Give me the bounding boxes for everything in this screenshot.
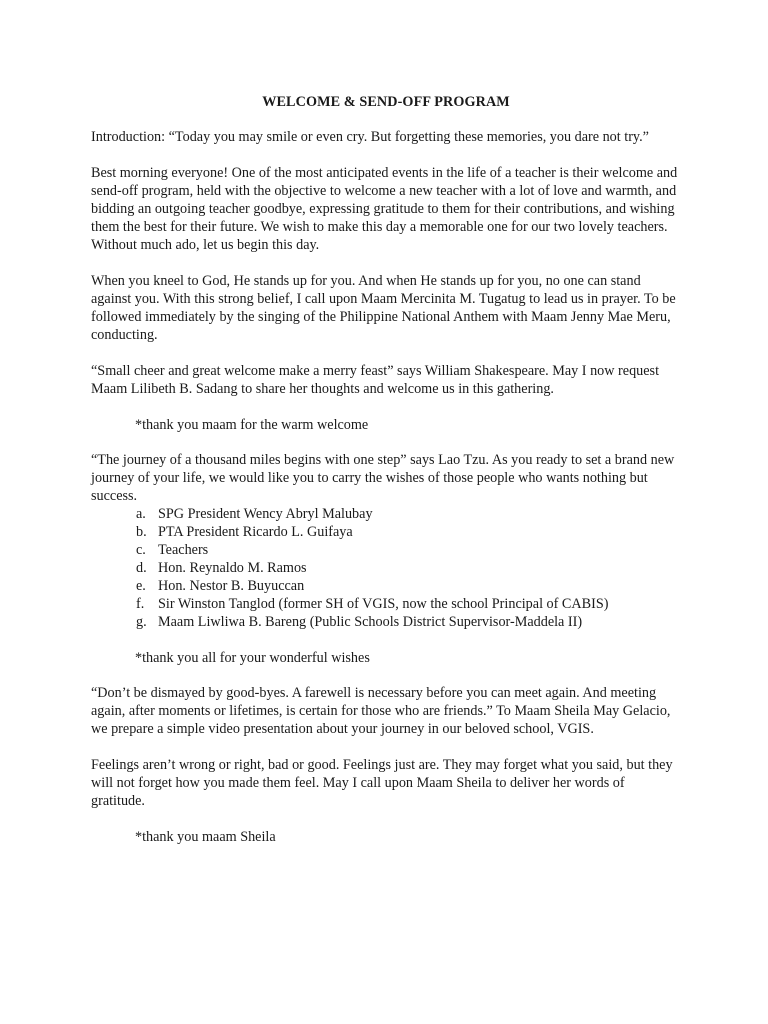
list-marker: b. bbox=[136, 524, 147, 540]
list-item bbox=[91, 523, 681, 541]
prayer-paragraph: When you kneel to God, He stands up for you. And when He stands up for you, no one can stand against you. With this strong belief, I call upon Maam Mercinita M. Tugatug to lead us in prayer. To be followed immediately by the singing of the Philippine National Anthem with Maam Jenny Mae Meru, conducting. bbox=[91, 273, 676, 343]
thank-you-note-wishes: *thank you all for your wonderful wishes bbox=[135, 650, 370, 666]
feelings-paragraph: Feelings aren’t wrong or right, bad or good. Feelings just are. They may forget what you said, but they will not forget how you made them feel. May I call upon Maam Sheila to deliver her words of gratitude. bbox=[91, 757, 673, 809]
journey-paragraph: “The journey of a thousand miles begins with one step” says Lao Tzu. As you ready to set a brand new journey of your life, we would like you to carry the wishes of those people who wants nothing but success. bbox=[91, 452, 675, 504]
list-marker: a. bbox=[136, 506, 146, 522]
farewell-paragraph: “Don’t be dismayed by good-byes. A farewell is necessary before you can meet again. And meeting again, after moments or lifetimes, is certain for those who are friends.” To Maam Sheila May Gelacio, we prepare a simple video presentation about your journey in our beloved school, VGIS. bbox=[91, 685, 671, 737]
opening-paragraph: Best morning everyone! One of the most anticipated events in the life of a teacher is their welcome and send-off program, held with the objective to welcome a new teacher with a lot of love and warmth, and bidding an outgoing teacher goodbye, expressing gratitude to them for their contributions, and wishing them the best for their future. We wish to make this day a memorable one for our two lovely teachers. Without much ado, let us begin this day. bbox=[91, 165, 678, 253]
list-item-text: Teachers bbox=[158, 542, 209, 558]
list-item bbox=[91, 541, 681, 559]
list-marker: g. bbox=[136, 614, 147, 630]
list-item bbox=[91, 613, 681, 631]
list-item bbox=[91, 559, 681, 577]
list-item-text: Maam Liwliwa B. Bareng (Public Schools District Supervisor-Maddela II) bbox=[158, 614, 583, 630]
wishes-list bbox=[91, 505, 681, 631]
document-page bbox=[91, 93, 681, 863]
list-marker: c. bbox=[136, 542, 146, 558]
thank-you-note-welcome: *thank you maam for the warm welcome bbox=[135, 417, 369, 433]
list-item-text: Sir Winston Tanglod (former SH of VGIS, now the school Principal of CABIS) bbox=[158, 596, 609, 612]
list-item-text: PTA President Ricardo L. Guifaya bbox=[158, 524, 353, 540]
document-title: WELCOME & SEND-OFF PROGRAM bbox=[262, 94, 510, 110]
list-marker: d. bbox=[136, 560, 147, 576]
list-item-text: Hon. Nestor B. Buyuccan bbox=[158, 578, 305, 594]
list-marker: f. bbox=[136, 596, 145, 612]
list-item bbox=[91, 577, 681, 595]
thank-you-note-sheila: *thank you maam Sheila bbox=[135, 829, 276, 845]
list-marker: e. bbox=[136, 578, 146, 594]
list-item bbox=[91, 595, 681, 613]
welcome-paragraph: “Small cheer and great welcome make a merry feast” says William Shakespeare. May I now request Maam Lilibeth B. Sadang to share her thoughts and welcome us in this gathering. bbox=[91, 363, 660, 397]
list-item-text: SPG President Wency Abryl Malubay bbox=[158, 506, 373, 522]
list-item bbox=[91, 505, 681, 523]
list-item-text: Hon. Reynaldo M. Ramos bbox=[158, 560, 307, 576]
introduction-paragraph: Introduction: “Today you may smile or even cry. But forgetting these memories, you dare not try.” bbox=[91, 129, 649, 145]
